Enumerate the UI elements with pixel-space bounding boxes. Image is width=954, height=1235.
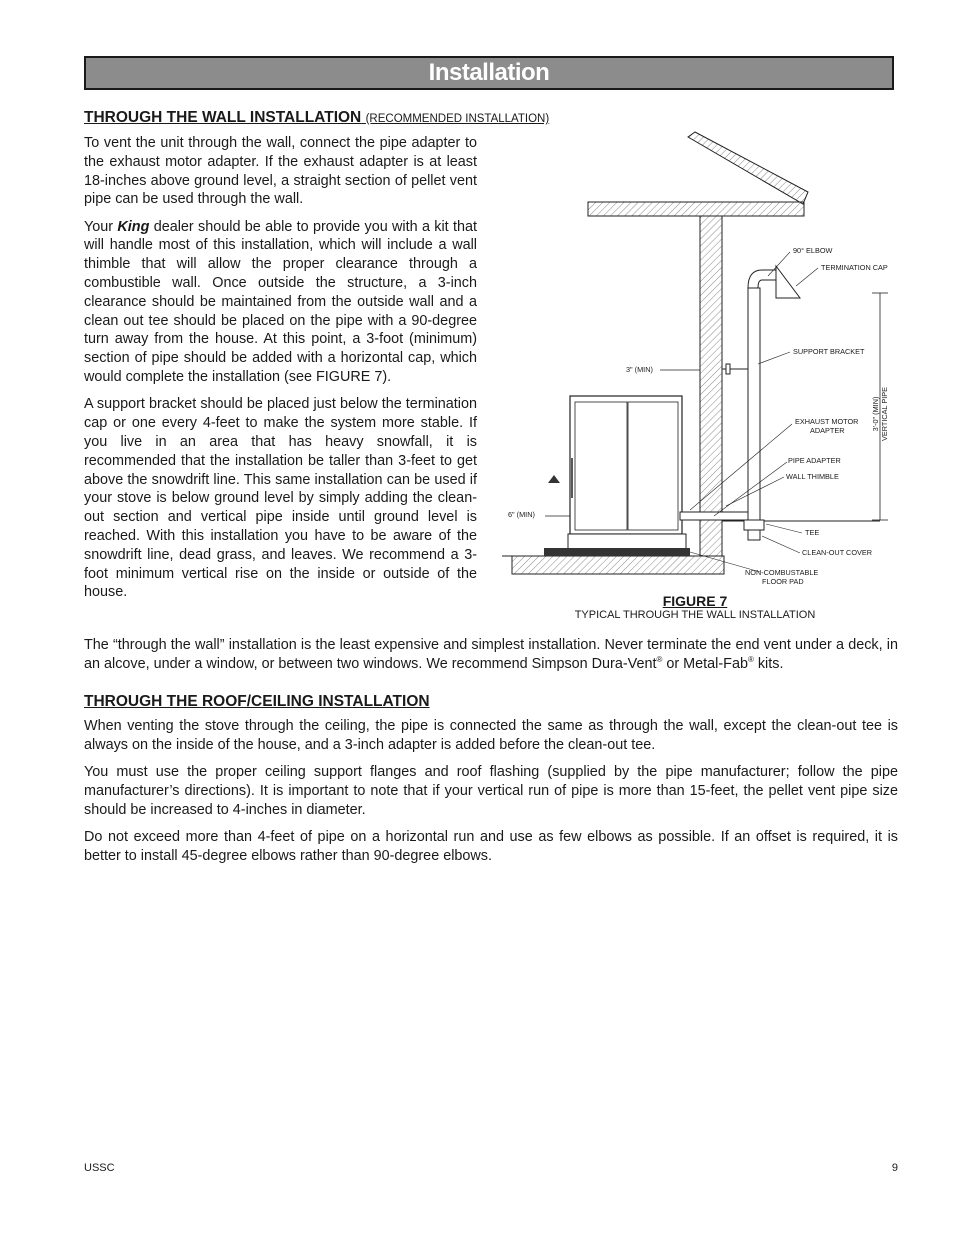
paragraph [84, 636, 898, 674]
termination-cap [776, 266, 800, 298]
label-tee: TEE [805, 528, 820, 537]
paragraph: When venting the stove through the ceiling, the pipe is connected the same as through the wall, except the clean-out tee is always on the inside of the house, and a 3-inch adapter is added before the clean-out tee. [84, 718, 898, 753]
wall-heading [84, 109, 549, 127]
figure-subtitle: TYPICAL THROUGH THE WALL INSTALLATION [574, 609, 816, 621]
paragraph: You must use the proper ceiling support flanges and roof flashing (supplied by the pipe manufacturer; follow the pipe manufacturer’s directions). It is important to note that if your vertical run of pipe is more than 15-feet, the pellet vent pipe size should be increased to 4-inches in diameter. [84, 764, 898, 818]
brand-name: King [117, 218, 150, 235]
vertical-pipe [748, 288, 760, 520]
page-number: 9 [891, 1162, 898, 1174]
page-title: Installation [84, 56, 894, 90]
elbow [748, 270, 776, 288]
label-elbow: 90° ELBOW [793, 246, 833, 255]
exterior-wall [700, 216, 722, 556]
wall-body [84, 134, 477, 611]
roof-heading: THROUGH THE ROOF/CEILING INSTALLATION [84, 693, 430, 710]
flame-icon [548, 475, 560, 483]
wall-summary [84, 636, 898, 682]
floor [512, 556, 724, 574]
label-cap: TERMINATION CAP [821, 263, 888, 272]
label-pad-2: FLOOR PAD [762, 577, 804, 586]
registered-mark: ® [747, 655, 754, 664]
figure-diagram [500, 128, 900, 598]
footer-brand: USSC [84, 1162, 115, 1174]
label-vert2: VERTICAL PIPE [880, 387, 889, 441]
clean-out-cover [748, 530, 760, 540]
paragraph-text: Your [84, 218, 118, 235]
paragraph-text: The “through the wall” installation is the least expensive and simplest installation. Never terminate the end vent under a deck, in an alcove, under a window, or between two windows. We recommend Simpson Dura-Vent [84, 637, 898, 672]
roof-body [84, 717, 898, 874]
label-thimble: WALL THIMBLE [786, 472, 839, 481]
pellet-stove [570, 396, 682, 534]
label-bracket: SUPPORT BRACKET [793, 347, 865, 356]
registered-mark: ® [656, 655, 663, 664]
label-min6: 6" (MIN) [508, 510, 535, 519]
paragraph-text: or Metal-Fab [662, 655, 748, 672]
paragraph: To vent the unit through the wall, connect the pipe adapter to the exhaust motor adapter. If the exhaust adapter is at least 18-inches above ground level, a straight section of pellet vent pipe can be used through the wall. [84, 135, 477, 208]
floor-pad [544, 548, 690, 556]
installation-diagram [500, 128, 900, 598]
label-pad-1: NON-COMBUSTABLE [745, 568, 819, 577]
wall-heading-text: THROUGH THE WALL INSTALLATION [84, 109, 362, 126]
roof [688, 132, 808, 204]
wall-heading-sub: (RECOMMENDED INSTALLATION) [365, 113, 550, 125]
ceiling [588, 202, 804, 216]
tee [744, 520, 764, 530]
label-vert1: 3'-0" (MIN) [871, 396, 880, 432]
label-exhaust-2: ADAPTER [810, 426, 845, 435]
paragraph-text: dealer should be able to provide you with a kit that will handle most of this installation, which will include a wall thimble that will allow the proper clearance through a combustible wall. Once outside the structure, a 3-inch clearance should be maintained from the outside wall and a clean out tee should be placed on the pipe with a 90-degree turn away from the house. At this point, a 3-foot (minimum) section of pipe should be added with a horizontal cap, which would complete the installation (see FIGURE 7). [84, 218, 477, 386]
label-min3: 3" (MIN) [626, 365, 653, 374]
paragraph [84, 218, 477, 387]
figure-caption [540, 593, 850, 621]
paragraph: A support bracket should be placed just below the termination cap or one every 4-feet to make the system more stable. If you live in an area that has heavy snowfall, it is recommended that the installation be taller than 3-feet to get above the snowdrift line. This same installation can be used if your stove is below ground level by simply adding the clean-out section and vertical pipe inside until ground level is reached. With this installation you have to be aware of the snowdrift line, dead grass, and leaves. We recommend a 3-foot minimum vertical rise on the inside or outside of the house. [84, 396, 477, 601]
label-exhaust-1: EXHAUST MOTOR [795, 417, 859, 426]
label-cleanout: CLEAN-OUT COVER [802, 548, 873, 557]
label-pipe-adapter: PIPE ADAPTER [788, 456, 841, 465]
figure-title: FIGURE 7 [662, 593, 728, 609]
paragraph: Do not exceed more than 4-feet of pipe on a horizontal run and use as few elbows as possible. If an offset is required, it is better to install 45-degree elbows rather than 90-degree elbows. [84, 828, 898, 864]
paragraph-text: kits. [753, 655, 784, 672]
